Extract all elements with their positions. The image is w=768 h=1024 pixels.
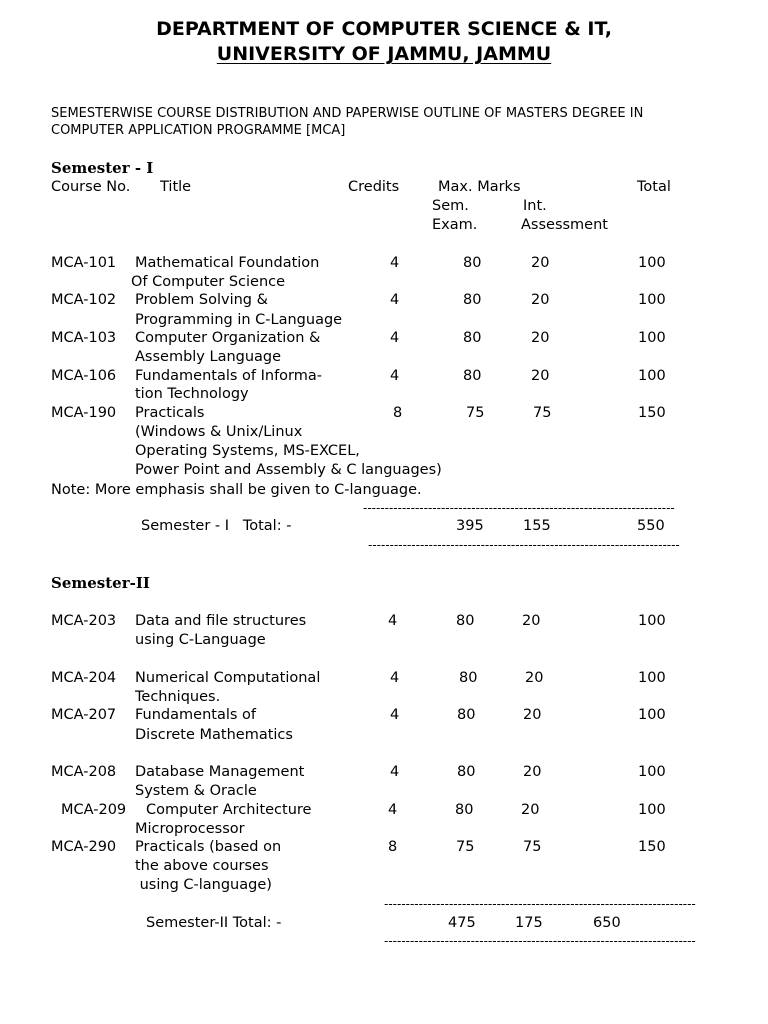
course-int-marks: 75 [523, 839, 542, 855]
col-assessment: Assessment [521, 217, 608, 233]
course-title-cont: the above courses [135, 858, 269, 874]
course-total: 100 [638, 802, 666, 818]
course-total: 150 [638, 839, 666, 855]
course-credits: 4 [390, 670, 400, 686]
course-sem-marks: 80 [457, 707, 476, 723]
course-total: 100 [638, 292, 666, 308]
course-int-marks: 20 [523, 764, 542, 780]
col-exam: Exam. [432, 217, 478, 233]
department-title: DEPARTMENT OF COMPUTER SCIENCE & IT, [156, 18, 612, 40]
semester-1-total-int: 155 [523, 518, 551, 534]
course-total: 100 [638, 613, 666, 629]
course-title-cont: (Windows & Unix/Linux [135, 424, 303, 440]
intro-line-1: SEMESTERWISE COURSE DISTRIBUTION AND PAPERWISE OUTLINE OF MASTERS DEGREE IN [51, 106, 644, 121]
course-title-cont: Operating Systems, MS-EXCEL, [135, 443, 360, 459]
col-total: Total [637, 179, 671, 195]
note: Note: More emphasis shall be given to C-language. [51, 482, 422, 498]
semester-2-total-label: Semester-II Total: - [146, 915, 282, 931]
course-int-marks: 75 [533, 405, 552, 421]
course-int-marks: 20 [531, 330, 550, 346]
course-total: 100 [638, 764, 666, 780]
course-sem-marks: 80 [463, 368, 482, 384]
course-title-cont: Techniques. [135, 689, 221, 705]
separator-line: ------------------------------------------------------------------------ [363, 501, 675, 515]
semester-2-total-int: 175 [515, 915, 543, 931]
course-title-cont: Microprocessor [135, 821, 245, 837]
course-sem-marks: 75 [456, 839, 475, 855]
university-title: UNIVERSITY OF JAMMU, JAMMU [216, 43, 552, 65]
course-code: MCA-290 [51, 839, 117, 855]
course-sem-marks: 80 [463, 292, 482, 308]
course-credits: 4 [388, 613, 398, 629]
course-int-marks: 20 [531, 292, 550, 308]
col-credits: Credits [348, 179, 400, 195]
course-sem-marks: 80 [463, 255, 482, 271]
course-credits: 4 [390, 330, 400, 346]
course-total: 100 [638, 707, 666, 723]
semester-2-total-sem: 475 [448, 915, 476, 931]
course-code: MCA-101 [51, 255, 117, 271]
course-total: 100 [638, 368, 666, 384]
course-sem-marks: 80 [456, 613, 475, 629]
course-title-cont: using C-Language [135, 632, 266, 648]
course-int-marks: 20 [531, 368, 550, 384]
course-credits: 4 [388, 802, 398, 818]
col-int: Int. [523, 198, 547, 214]
course-title-cont: Programming in C-Language [135, 312, 343, 328]
col-max-marks: Max. Marks [438, 179, 521, 195]
course-credits: 4 [390, 368, 400, 384]
semester-1-heading: Semester - I [51, 159, 154, 177]
course-total: 100 [638, 330, 666, 346]
semester-1-total-all: 550 [637, 518, 665, 534]
course-sem-marks: 80 [459, 670, 478, 686]
course-title-cont: Discrete Mathematics [135, 727, 293, 743]
course-title: Problem Solving & [135, 292, 268, 308]
course-code: MCA-190 [51, 405, 117, 421]
semester-2-total-all: 650 [593, 915, 621, 931]
col-sem: Sem. [432, 198, 469, 214]
course-code: MCA-208 [51, 764, 117, 780]
course-sem-marks: 75 [466, 405, 485, 421]
course-code: MCA-102 [51, 292, 117, 308]
semester-2-heading: Semester-II [51, 574, 150, 592]
separator-line: ------------------------------------------------------------------------ [384, 934, 696, 948]
course-code: MCA-207 [51, 707, 117, 723]
course-credits: 8 [393, 405, 403, 421]
course-int-marks: 20 [523, 707, 542, 723]
course-title: Numerical Computational [135, 670, 321, 686]
course-sem-marks: 80 [455, 802, 474, 818]
course-title: Practicals (based on [135, 839, 282, 855]
course-code: MCA-203 [51, 613, 117, 629]
course-credits: 4 [390, 707, 400, 723]
course-credits: 8 [388, 839, 398, 855]
course-title: Practicals [135, 405, 205, 421]
course-code: MCA-103 [51, 330, 117, 346]
course-code: MCA-209 [61, 802, 127, 818]
course-title: Computer Architecture [146, 802, 312, 818]
course-credits: 4 [390, 764, 400, 780]
course-sem-marks: 80 [463, 330, 482, 346]
course-total: 100 [638, 670, 666, 686]
course-title-cont: using C-language) [135, 877, 272, 893]
intro-line-2: COMPUTER APPLICATION PROGRAMME [MCA] [51, 123, 346, 138]
course-code: MCA-106 [51, 368, 117, 384]
col-title: Title [160, 179, 192, 195]
course-title-cont: System & Oracle [135, 783, 257, 799]
course-int-marks: 20 [522, 613, 541, 629]
course-total: 150 [638, 405, 666, 421]
course-title: Computer Organization & [135, 330, 321, 346]
course-total: 100 [638, 255, 666, 271]
course-title: Database Management [135, 764, 305, 780]
separator-line: ------------------------------------------------------------------------ [368, 538, 680, 552]
course-credits: 4 [390, 255, 400, 271]
course-sem-marks: 80 [457, 764, 476, 780]
course-title: Data and file structures [135, 613, 307, 629]
course-credits: 4 [390, 292, 400, 308]
col-course-no: Course No. [51, 179, 131, 195]
semester-1-total-sem: 395 [456, 518, 484, 534]
semester-1-total-label: Semester - I Total: - [141, 518, 292, 534]
course-title-cont: Of Computer Science [131, 274, 286, 290]
course-title: Mathematical Foundation [135, 255, 320, 271]
course-code: MCA-204 [51, 670, 117, 686]
course-title-cont: Assembly Language [135, 349, 282, 365]
course-title-cont: tion Technology [135, 386, 249, 402]
course-title-cont: Power Point and Assembly & C languages) [135, 462, 442, 478]
course-int-marks: 20 [525, 670, 544, 686]
course-title: Fundamentals of Informa- [135, 368, 322, 384]
course-int-marks: 20 [521, 802, 540, 818]
course-int-marks: 20 [531, 255, 550, 271]
separator-line: ------------------------------------------------------------------------ [384, 897, 696, 911]
course-title: Fundamentals of [135, 707, 256, 723]
